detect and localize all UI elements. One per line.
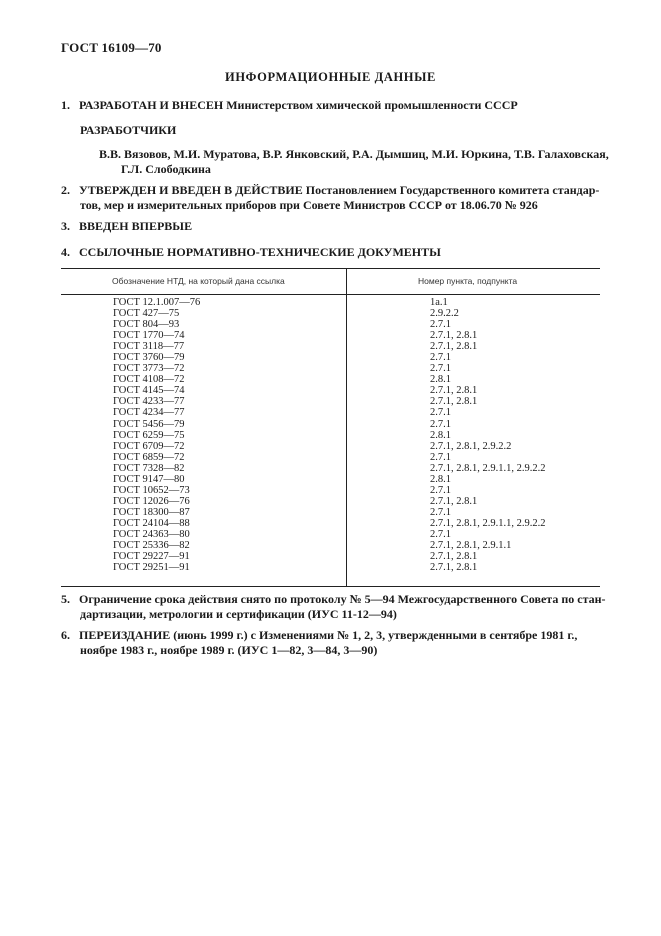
clause-column (430, 297, 546, 573)
section-5 (61, 591, 606, 607)
table-cell-clause: 2.7.1 (430, 319, 451, 331)
table-cell-document: ГОСТ 5456—79 (113, 418, 185, 430)
table-cell-document: ГОСТ 6259—75 (113, 429, 185, 441)
section-2-line-1: УТВЕРЖДЕН И ВВЕДЕН В ДЕЙСТВИЕ Постановлением Государственного комитета стандар- (79, 183, 600, 197)
table-cell-document: ГОСТ 9147—80 (113, 473, 185, 485)
table-cell-document: ГОСТ 3773—72 (113, 363, 185, 375)
table-cell-clause: 2.7.1 (430, 352, 451, 364)
table-header-rule (61, 294, 600, 295)
section-3-number: 3. (61, 219, 70, 233)
table-cell-clause: 2.7.1 (430, 363, 451, 375)
page-title: ИНФОРМАЦИОННЫЕ ДАННЫЕ (225, 70, 436, 84)
table-cell-document: ГОСТ 3760—79 (113, 352, 185, 364)
table-cell-clause: 2.7.1 (430, 506, 451, 518)
table-cell-clause: 2.7.1, 2.8.1 (430, 385, 478, 397)
section-6-number: 6. (61, 628, 70, 642)
section-4 (61, 244, 441, 260)
table-cell-document: ГОСТ 18300—87 (113, 506, 190, 518)
table-header-document: Обозначение НТД, на который дана ссылка (112, 276, 285, 286)
table-cell-document: ГОСТ 3118—77 (113, 341, 185, 353)
table-cell-document: ГОСТ 4233—77 (113, 396, 185, 408)
table-column-separator (346, 268, 347, 586)
section-5-line-1: Ограничение срока действия снято по протоколу № 5—94 Межгосударственного Совета по стан- (79, 592, 606, 606)
table-cell-document: ГОСТ 29227—91 (113, 551, 190, 563)
section-1-text: РАЗРАБОТАН И ВНЕСЕН Министерством химической промышленности СССР (79, 98, 518, 112)
table-cell-document: ГОСТ 4234—77 (113, 407, 185, 419)
section-3 (61, 218, 192, 234)
table-cell-clause: 2.7.1 (430, 528, 451, 540)
document-standard-number: ГОСТ 16109—70 (61, 40, 162, 55)
table-cell-clause: 2.7.1 (430, 484, 451, 496)
table-cell-clause: 2.7.1, 2.8.1, 2.9.2.2 (430, 440, 512, 452)
section-4-text: ССЫЛОЧНЫЕ НОРМАТИВНО-ТЕХНИЧЕСКИЕ ДОКУМЕНТЫ (79, 245, 441, 259)
section-2-number: 2. (61, 183, 70, 197)
table-cell-clause: 2.7.1, 2.8.1, 2.9.1.1 (430, 540, 512, 552)
section-4-number: 4. (61, 245, 70, 259)
table-cell-clause: 2.7.1, 2.8.1 (430, 551, 478, 563)
section-5-line-2: дартизации, метрологии и сертификации (ИУС 11-12—94) (80, 607, 397, 621)
table-cell-clause: 2.7.1 (430, 451, 451, 463)
table-cell-clause: 2.7.1, 2.8.1, 2.9.1.1, 2.9.2.2 (430, 517, 546, 529)
table-cell-clause: 2.9.2.2 (430, 308, 459, 320)
table-cell-document: ГОСТ 12026—76 (113, 495, 190, 507)
developers-line-2: Г.Л. Слободкина (121, 162, 211, 176)
table-cell-document: ГОСТ 24104—88 (113, 517, 190, 529)
section-1 (61, 97, 518, 113)
table-cell-document: ГОСТ 427—75 (113, 308, 180, 320)
table-cell-document: ГОСТ 804—93 (113, 319, 180, 331)
section-6-line-2: ноябре 1983 г., ноябре 1989 г. (ИУС 1—82, 3—84, 3—90) (80, 643, 378, 657)
table-cell-document: ГОСТ 12.1.007—76 (113, 297, 201, 308)
table-cell-document: ГОСТ 1770—74 (113, 330, 185, 342)
table-cell-document: ГОСТ 4145—74 (113, 385, 185, 397)
table-cell-document: ГОСТ 24363—80 (113, 528, 190, 540)
developers-heading: РАЗРАБОТЧИКИ (80, 123, 177, 137)
table-cell-clause: 2.7.1, 2.8.1 (430, 396, 478, 408)
table-cell-document: ГОСТ 6709—72 (113, 440, 185, 452)
table-cell-clause: 2.8.1 (430, 473, 451, 485)
document-column (113, 297, 200, 573)
table-cell-document: ГОСТ 4108—72 (113, 374, 185, 386)
table-cell-clause: 2.8.1 (430, 374, 451, 386)
table-cell-clause: 2.7.1 (430, 407, 451, 419)
section-3-text: ВВЕДЕН ВПЕРВЫЕ (79, 219, 193, 233)
section-2-line-2: тов, мер и измерительных приборов при Совете Министров СССР от 18.06.70 № 926 (80, 198, 538, 212)
table-cell-clause: 2.8.1 (430, 429, 451, 441)
table-cell-clause: 2.7.1, 2.8.1 (430, 330, 478, 342)
table-cell-clause: 2.7.1, 2.8.1 (430, 562, 478, 574)
table-cell-clause: 2.7.1, 2.8.1 (430, 495, 478, 507)
table-cell-clause: 2.7.1, 2.8.1, 2.9.1.1, 2.9.2.2 (430, 462, 546, 474)
table-bottom-rule (61, 586, 600, 587)
section-5-number: 5. (61, 592, 70, 606)
table-cell-document: ГОСТ 10652—73 (113, 484, 190, 496)
section-1-number: 1. (61, 98, 70, 112)
table-top-rule (61, 268, 600, 269)
section-6 (61, 627, 577, 643)
table-cell-document: ГОСТ 29251—91 (113, 562, 190, 574)
table-cell-clause: 2.7.1, 2.8.1 (430, 341, 478, 353)
table-cell-document: ГОСТ 6859—72 (113, 451, 185, 463)
table-cell-clause: 2.7.1 (430, 418, 451, 430)
table-cell-document: ГОСТ 25336—82 (113, 540, 190, 552)
section-6-line-1: ПЕРЕИЗДАНИЕ (июнь 1999 г.) с Изменениями № 1, 2, 3, утвержденными в сентябре 1981 г., (79, 628, 578, 642)
table-header-clause: Номер пункта, подпункта (418, 276, 518, 286)
table-cell-document: ГОСТ 7328—82 (113, 462, 185, 474)
section-2 (61, 182, 599, 198)
table-cell-clause: 1а.1 (430, 297, 448, 308)
developers-line-1: В.В. Вязовов, М.И. Муратова, В.Р. Янковский, Р.А. Дымшиц, М.И. Юркина, Т.В. Галаховская, (99, 147, 609, 161)
